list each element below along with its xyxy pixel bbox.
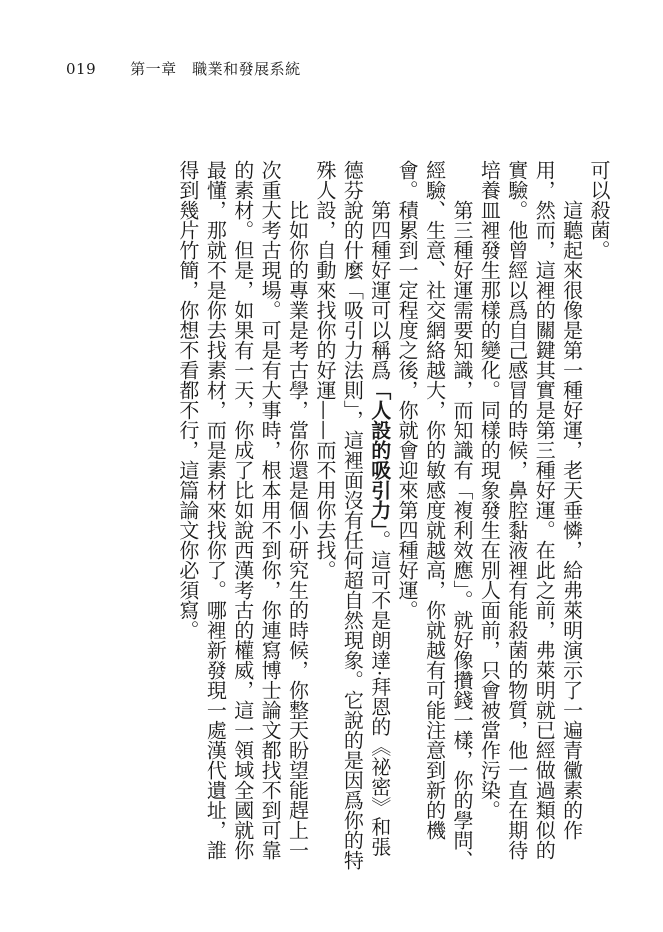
page-header [66,58,301,79]
paragraph [311,160,393,875]
paragraph: 第三種好運需要知識，而知識有「複利效應」。就好像攢錢一樣，你的學問、經驗、生意、社交網絡越大，你的敏感度就越高，你就越有可能注意到新的機會。積累到一定程度之後，你就會迎來第四種好運。 [395,160,474,870]
chapter-title: 第一章 職業和發展系統 [130,60,301,78]
paragraph-text-after: 。這可不是朗達·拜恩的《祕密》和張德芬說的什麼「吸引力法則」，這裡面沒有任何超自然現象。它說的是因爲你的特殊人設，自動來找你的好運——而不用你去找。 [312,160,392,870]
paragraph: 比如你的專業是考古學，當你還是個小研究生的時候，你整天盼望能趕上一次重大考古現場。可是有大事時，根本用不到你，你連寫博士論文都找不到可靠的素材。但是，如果有一天，你成了比如說西漢考古的權威，這一領域全國就你最懂，那就不是你去找素材，而是素材來找你了。哪裡新發現一處漢代遺址，誰得到幾片竹簡，你想不看都不行，這篇論文你必須寫。 [175,160,310,860]
emphasized-term: 「人設的吸引力」 [367,380,392,530]
page-number: 019 [66,60,97,78]
paragraph: 可以殺菌。 [587,160,611,260]
body-text [76,160,612,875]
paragraph-text-before: 第四種好運可以稱爲 [367,200,392,380]
paragraph: 這聽起來很像是第一種好運，老天垂憐，給弗萊明演示了一遍青黴素的作用，然而，這裡的關鍵其實是第三種好運。在此之前，弗萊明就已經做過類似的實驗。他曾經以爲自己感冒的時候，鼻腔黏液裡有能殺菌的物質，他一直在期待培養皿裡發生那樣的變化。同樣的現象發生在別人面前，只會被當作污染。 [477,160,584,860]
